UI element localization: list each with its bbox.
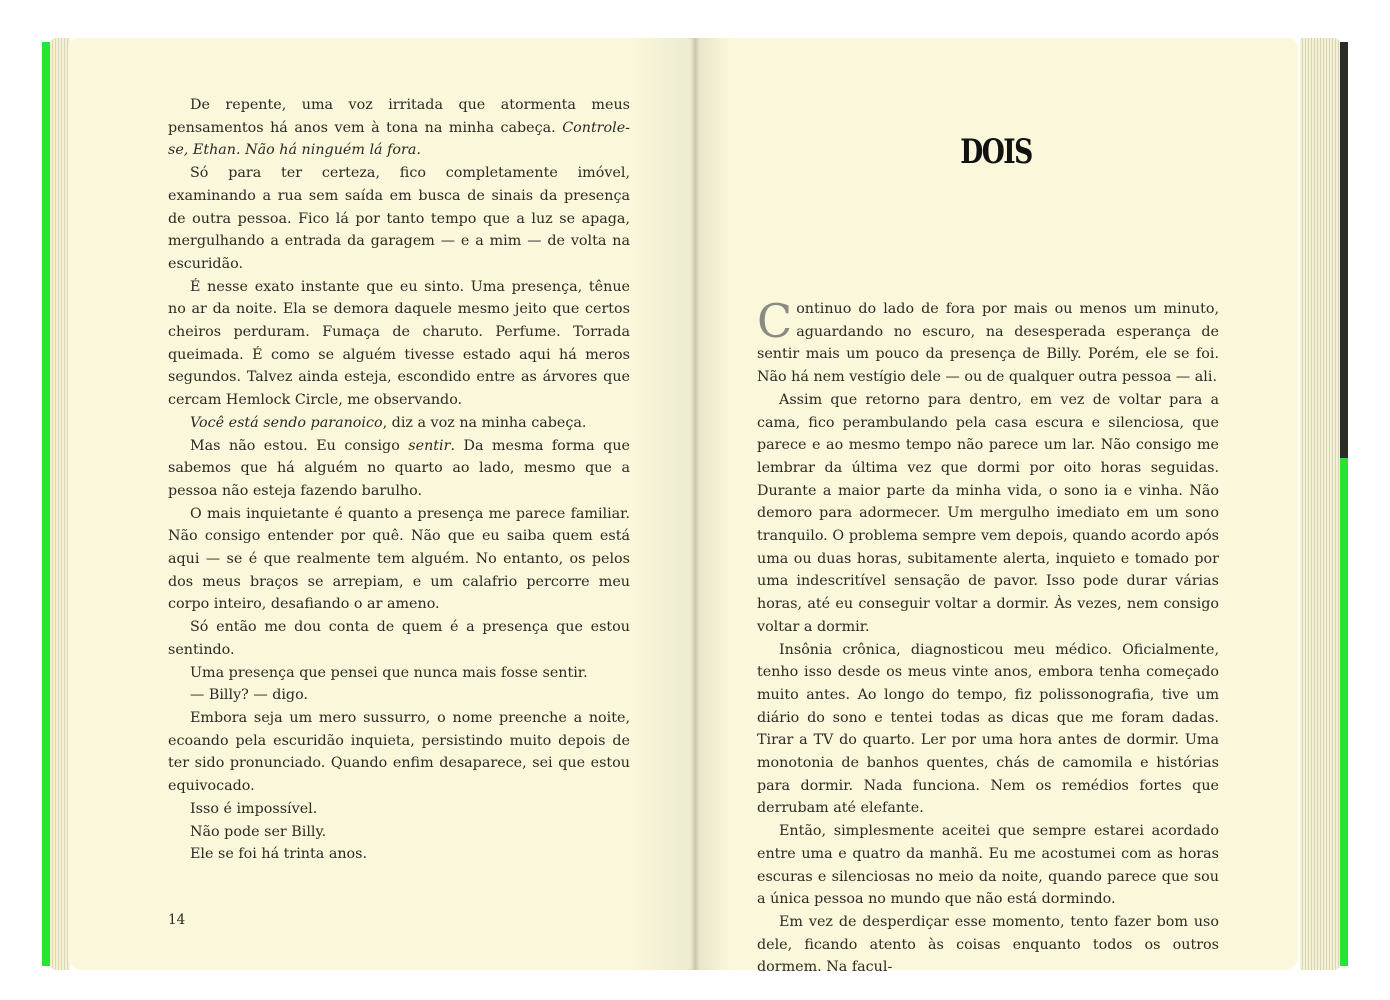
text-run: Não pode ser Billy.: [190, 823, 327, 840]
paragraph: [168, 503, 630, 617]
paragraph: [168, 162, 630, 276]
italic-run: Você está sendo paranoico: [190, 414, 383, 431]
paragraph: [757, 389, 1219, 639]
paragraph: [757, 294, 1219, 389]
cover-edge-right: [1340, 42, 1348, 966]
book-gutter: [690, 38, 700, 970]
paragraph: [168, 798, 630, 821]
right-page: [694, 38, 1298, 976]
right-page-body: [757, 294, 1219, 979]
paragraph: [757, 911, 1219, 979]
chapter-title: DOIS: [960, 132, 1032, 172]
text-run: Em vez de desperdiçar esse momento, tento fazer bom uso dele, ficando atento às coisas enquanto todos os outros dormem. Na facul-: [757, 913, 1219, 976]
italic-run: Controle-se, Ethan. Não há ninguém lá fora.: [168, 119, 630, 159]
text-run: Insônia crônica, diagnosticou meu médico. Oficialmente, tenho isso desde os meus vinte anos, embora tenha começado muito antes. Ao longo do tempo, fiz polissonografia, tive um diário do sono e tentei todas as dicas que me foram dadas. Tirar a TV do quarto. Ler por uma hora antes de dormir. Uma monotonia de banhos quentes, chás de camomila e histórias para dormir. Nada funciona. Nem os remédios fortes que derrubam até elefante.: [757, 641, 1219, 817]
text-run: O mais inquietante é quanto a presença me parece familiar. Não consigo entender por quê. Não que eu saiba quem está aqui — se é que realmente tem alguém. No entanto, os pelos dos meus braços se arrepiam, e um calafrio percorre meu corpo inteiro, desafiando o ar ameno.: [168, 505, 630, 613]
left-page-body: [168, 94, 630, 866]
text-run: Uma presença que pensei que nunca mais fosse sentir.: [190, 664, 588, 681]
text-run: — Billy? — digo.: [190, 687, 308, 704]
paragraph: [168, 843, 630, 866]
page-stack-right: [1300, 38, 1340, 970]
paragraph: [168, 94, 630, 162]
text-run: Ele se foi há trinta anos.: [190, 846, 368, 863]
paragraph: [168, 276, 630, 412]
italic-run: sentir: [408, 437, 451, 454]
cover-edge-left: [42, 42, 50, 966]
text-run: Embora seja um mero sussurro, o nome preenche a noite, ecoando pela escuridão inquieta, persistindo muito depois de ter sido pronunciado. Quando enfim desaparece, sei que estou equivocado.: [168, 709, 630, 795]
page-number: 14: [168, 912, 186, 928]
paragraph: [168, 435, 630, 503]
text-run: , diz a voz na minha cabeça.: [382, 414, 587, 431]
paragraph: [757, 639, 1219, 821]
text-run: Então, simplesmente aceitei que sempre estarei acordado entre uma e quatro da manhã. Eu me acostumei com as horas escuras e silenciosas no meio da noite, quando parece que sou a única pessoa no mundo que não está dormindo.: [757, 823, 1219, 908]
paragraph: [168, 821, 630, 844]
text-run: É nesse exato instante que eu sinto. Uma presença, tênue no ar da noite. Ela se demora daquele mesmo jeito que certos cheiros perduram. Fumaça de charuto. Perfume. Torrada queimada. É como se alguém tivesse estado aqui há meros segundos. Talvez ainda esteja, escondido entre as árvores que cercam Hemlock Circle, me observando.: [168, 278, 630, 409]
open-book: [42, 38, 1348, 976]
text-run: Assim que retorno para dentro, em vez de voltar para a cama, fico perambulando pela casa escura e silenciosa, que parece e ao mesmo tempo não parece um lar. Não consigo me lembrar da última vez que dormi por oito horas seguidas. Durante a maior parte da minha vida, o sono ia e vinha. Não demoro para adormecer. Um mergulho imediato em um sono tranquilo. O problema sempre vem depois, quando acordo após uma ou duas horas, subitamente alerta, inquieto e tomado por uma indescritível sensação de pavor. Isso pode durar várias horas, até eu conseguir voltar a dormir. Às vezes, nem consigo voltar a dormir.: [757, 391, 1219, 635]
paragraph: [168, 412, 630, 435]
text-run: Isso é impossível.: [190, 800, 318, 817]
drop-cap: C: [757, 294, 793, 348]
text-run: De repente, uma voz irritada que atormenta meus pensamentos há anos vem à tona na minha cabeça.: [168, 97, 630, 136]
text-run: . Da mesma forma que sabemos que há alguém no quarto ao lado, mesmo que a pessoa não esteja fazendo barulho.: [168, 437, 630, 499]
text-run: Só então me dou conta de quem é a presença que estou sentindo.: [168, 619, 630, 658]
paragraph: [168, 616, 630, 661]
paragraph: [168, 707, 630, 798]
text-run: Só para ter certeza, fico completamente imóvel, examinando a rua sem saída em busca de sinais da presença de outra pessoa. Fico lá por tanto tempo que a luz se apaga, mergulhando a entrada da garagem — e a mim — de volta na escuridão.: [168, 165, 630, 272]
paragraph: [757, 820, 1219, 911]
paragraph: [168, 684, 630, 707]
page-stack-left: [50, 38, 70, 970]
paragraph: [168, 662, 630, 685]
text-run: Mas não estou. Eu consigo: [190, 437, 409, 454]
text-run: ontinuo do lado de fora por mais ou menos um minuto, aguardando no escuro, na desesperada esperança de sentir mais um pouco da presença de Billy. Porém, ele se foi. Não há nem vestígio dele — ou de qualquer outra pessoa — ali.: [757, 301, 1219, 386]
left-page: [68, 38, 694, 970]
